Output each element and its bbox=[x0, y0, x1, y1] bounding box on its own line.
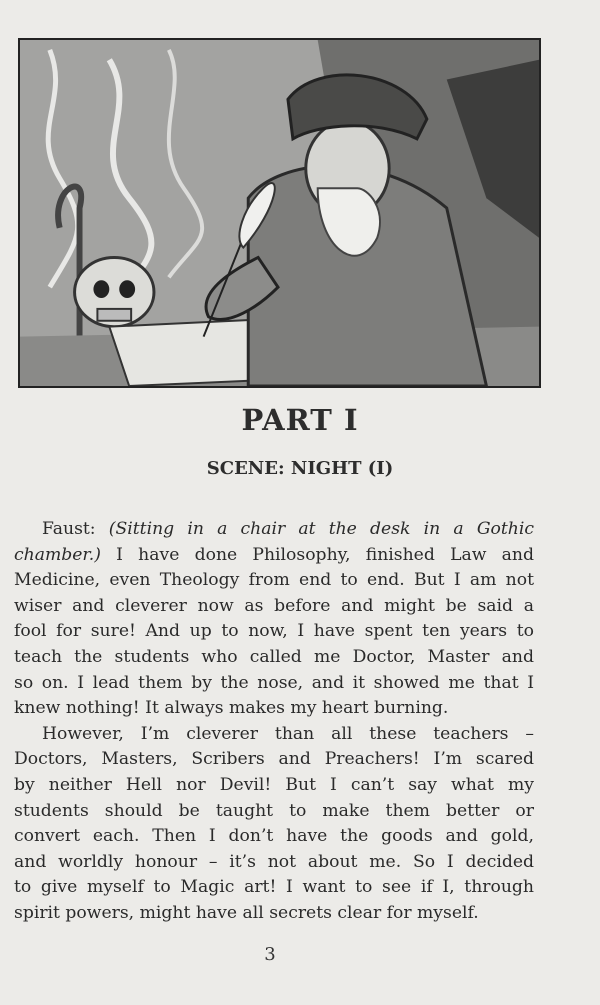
text-line bbox=[14, 517, 534, 543]
speaker-name: Faust: bbox=[42, 519, 109, 539]
text-line: Doctors, Masters, Scribers and Preachers! I’m scared bbox=[14, 749, 534, 770]
text-line: convert each. Then I don’t have the goods and gold, bbox=[14, 826, 534, 847]
stage-direction: chamber.) bbox=[14, 544, 101, 565]
text-line: spirit powers, might have all secrets clear for myself. bbox=[14, 902, 479, 923]
text-line: knew nothing! It always makes my heart burning. bbox=[14, 698, 449, 719]
text-line: teach the students who called me Doctor, Master and bbox=[14, 646, 534, 667]
faust-at-desk-illustration bbox=[20, 40, 539, 386]
text-line: by neither Hell nor Devil! But I can’t say what my bbox=[14, 774, 534, 795]
part-title: PART I bbox=[241, 403, 359, 437]
text-line: wiser and cleverer now as before and might be said a bbox=[14, 595, 534, 616]
stage-direction: (Sitting in a chair at the desk in a Gothic bbox=[108, 519, 534, 539]
text-line: to give myself to Magic art! I want to see if I, through bbox=[14, 877, 534, 898]
text-line: However, I’m cleverer than all these teachers – bbox=[42, 723, 534, 744]
text-line: Medicine, even Theology from end to end. But I am not bbox=[14, 570, 534, 591]
text-line bbox=[14, 543, 534, 569]
text-line: fool for sure! And up to now, I have spent ten years to bbox=[14, 621, 534, 642]
text-line: students should be taught to make them better or bbox=[14, 800, 534, 821]
body-text bbox=[14, 517, 534, 927]
text-fragment: I have done Philosophy, finished Law and bbox=[100, 544, 534, 565]
scene-title: SCENE: NIGHT (I) bbox=[206, 458, 394, 479]
scholar-illustration bbox=[18, 38, 541, 388]
text-line: so on. I lead them by the nose, and it showed me that I bbox=[14, 672, 534, 693]
text-line: and worldly honour – it’s not about me. So I decided bbox=[14, 851, 534, 872]
page-number: 3 bbox=[264, 944, 276, 965]
